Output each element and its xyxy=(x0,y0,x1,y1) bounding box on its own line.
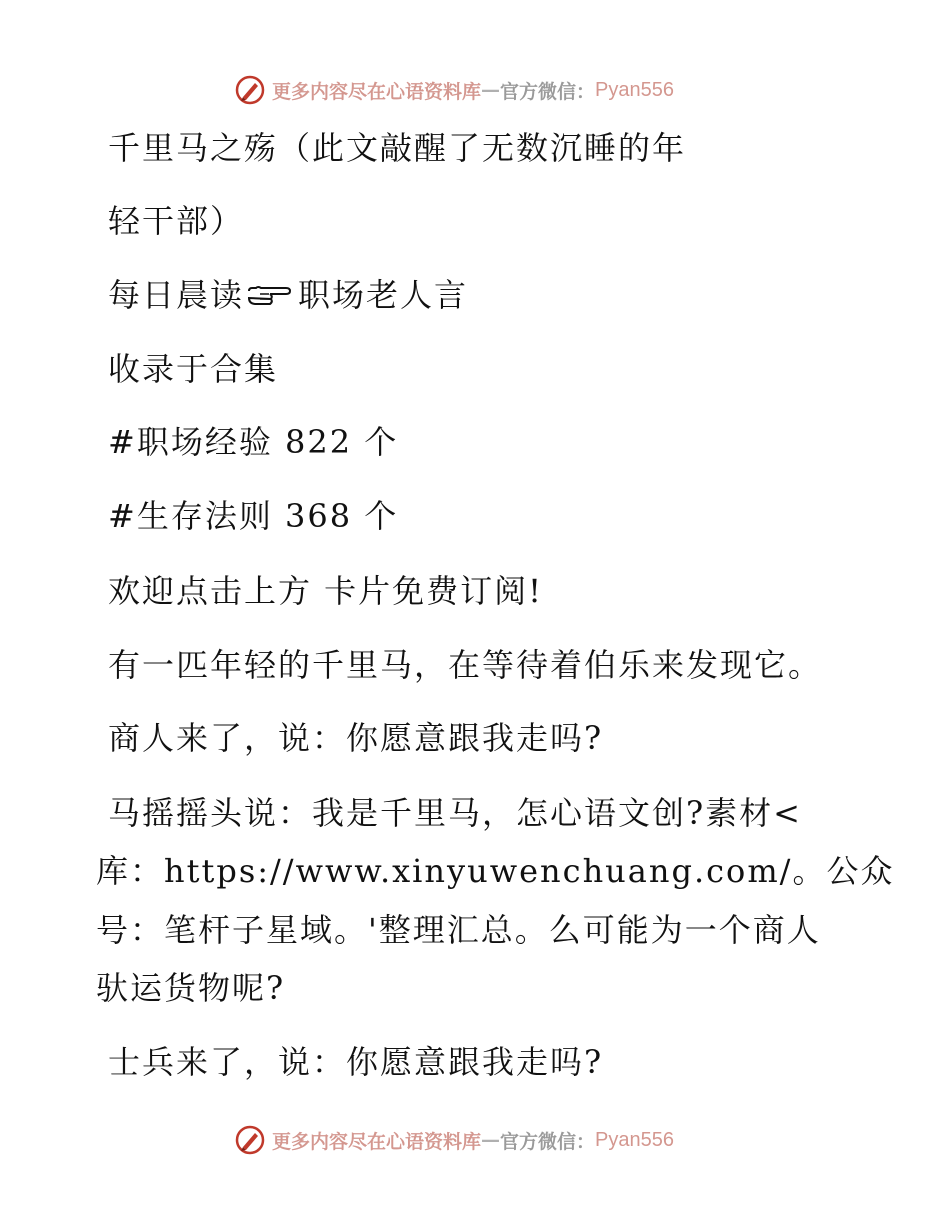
article-title-line-2: 轻干部） xyxy=(108,202,245,240)
paragraph-4: 士兵来了，说：你愿意跟我走吗? xyxy=(108,1043,604,1081)
header-separator: — xyxy=(481,79,501,101)
column-prefix: 每日晨读 xyxy=(108,276,245,314)
header-wechat-label: 官方微信： xyxy=(500,80,596,103)
article-title-line-1: 千里马之殇（此文敲醒了无数沉睡的年 xyxy=(108,129,687,167)
paragraph-3-line-3: 号：笔杆子星域。'整理汇总。么可能为一个商人 xyxy=(96,911,821,949)
footer-watermark xyxy=(234,1123,674,1157)
column-name xyxy=(108,275,468,315)
paragraph-3-line-4: 驮运货物呢? xyxy=(96,969,286,1007)
header-site-text: 更多内容尽在心语资料库 xyxy=(272,80,482,103)
paragraph-3-line-1: 马摇摇头说：我是千里马，怎心语文创?素材< xyxy=(108,794,802,832)
footer-wechat-label: 官方微信： xyxy=(500,1130,596,1153)
footer-wechat-id: Pyan556 xyxy=(595,1128,674,1151)
subscribe-prompt: 欢迎点击上方 卡片免费订阅! xyxy=(108,572,544,610)
column-suffix: 职场老人言 xyxy=(298,276,469,314)
header-watermark xyxy=(234,73,674,107)
paragraph-2: 商人来了，说：你愿意跟我走吗? xyxy=(108,719,604,757)
collection-label: 收录于合集 xyxy=(108,350,279,388)
header-wechat-id: Pyan556 xyxy=(595,78,674,101)
footer-separator: — xyxy=(481,1129,501,1151)
pen-logo-icon xyxy=(234,74,266,106)
pointing-hand-icon xyxy=(246,284,292,308)
tag-survival-rules[interactable]: #生存法则 368 个 xyxy=(108,497,399,535)
footer-site-text: 更多内容尽在心语资料库 xyxy=(272,1130,482,1153)
pen-logo-icon xyxy=(234,1124,266,1156)
tag-workplace-experience[interactable]: #职场经验 822 个 xyxy=(108,423,399,461)
paragraph-3-line-2: 库：https://www.xinyuwenchuang.com/。公众 xyxy=(96,852,895,890)
paragraph-1: 有一匹年轻的千里马，在等待着伯乐来发现它。 xyxy=(108,646,823,684)
